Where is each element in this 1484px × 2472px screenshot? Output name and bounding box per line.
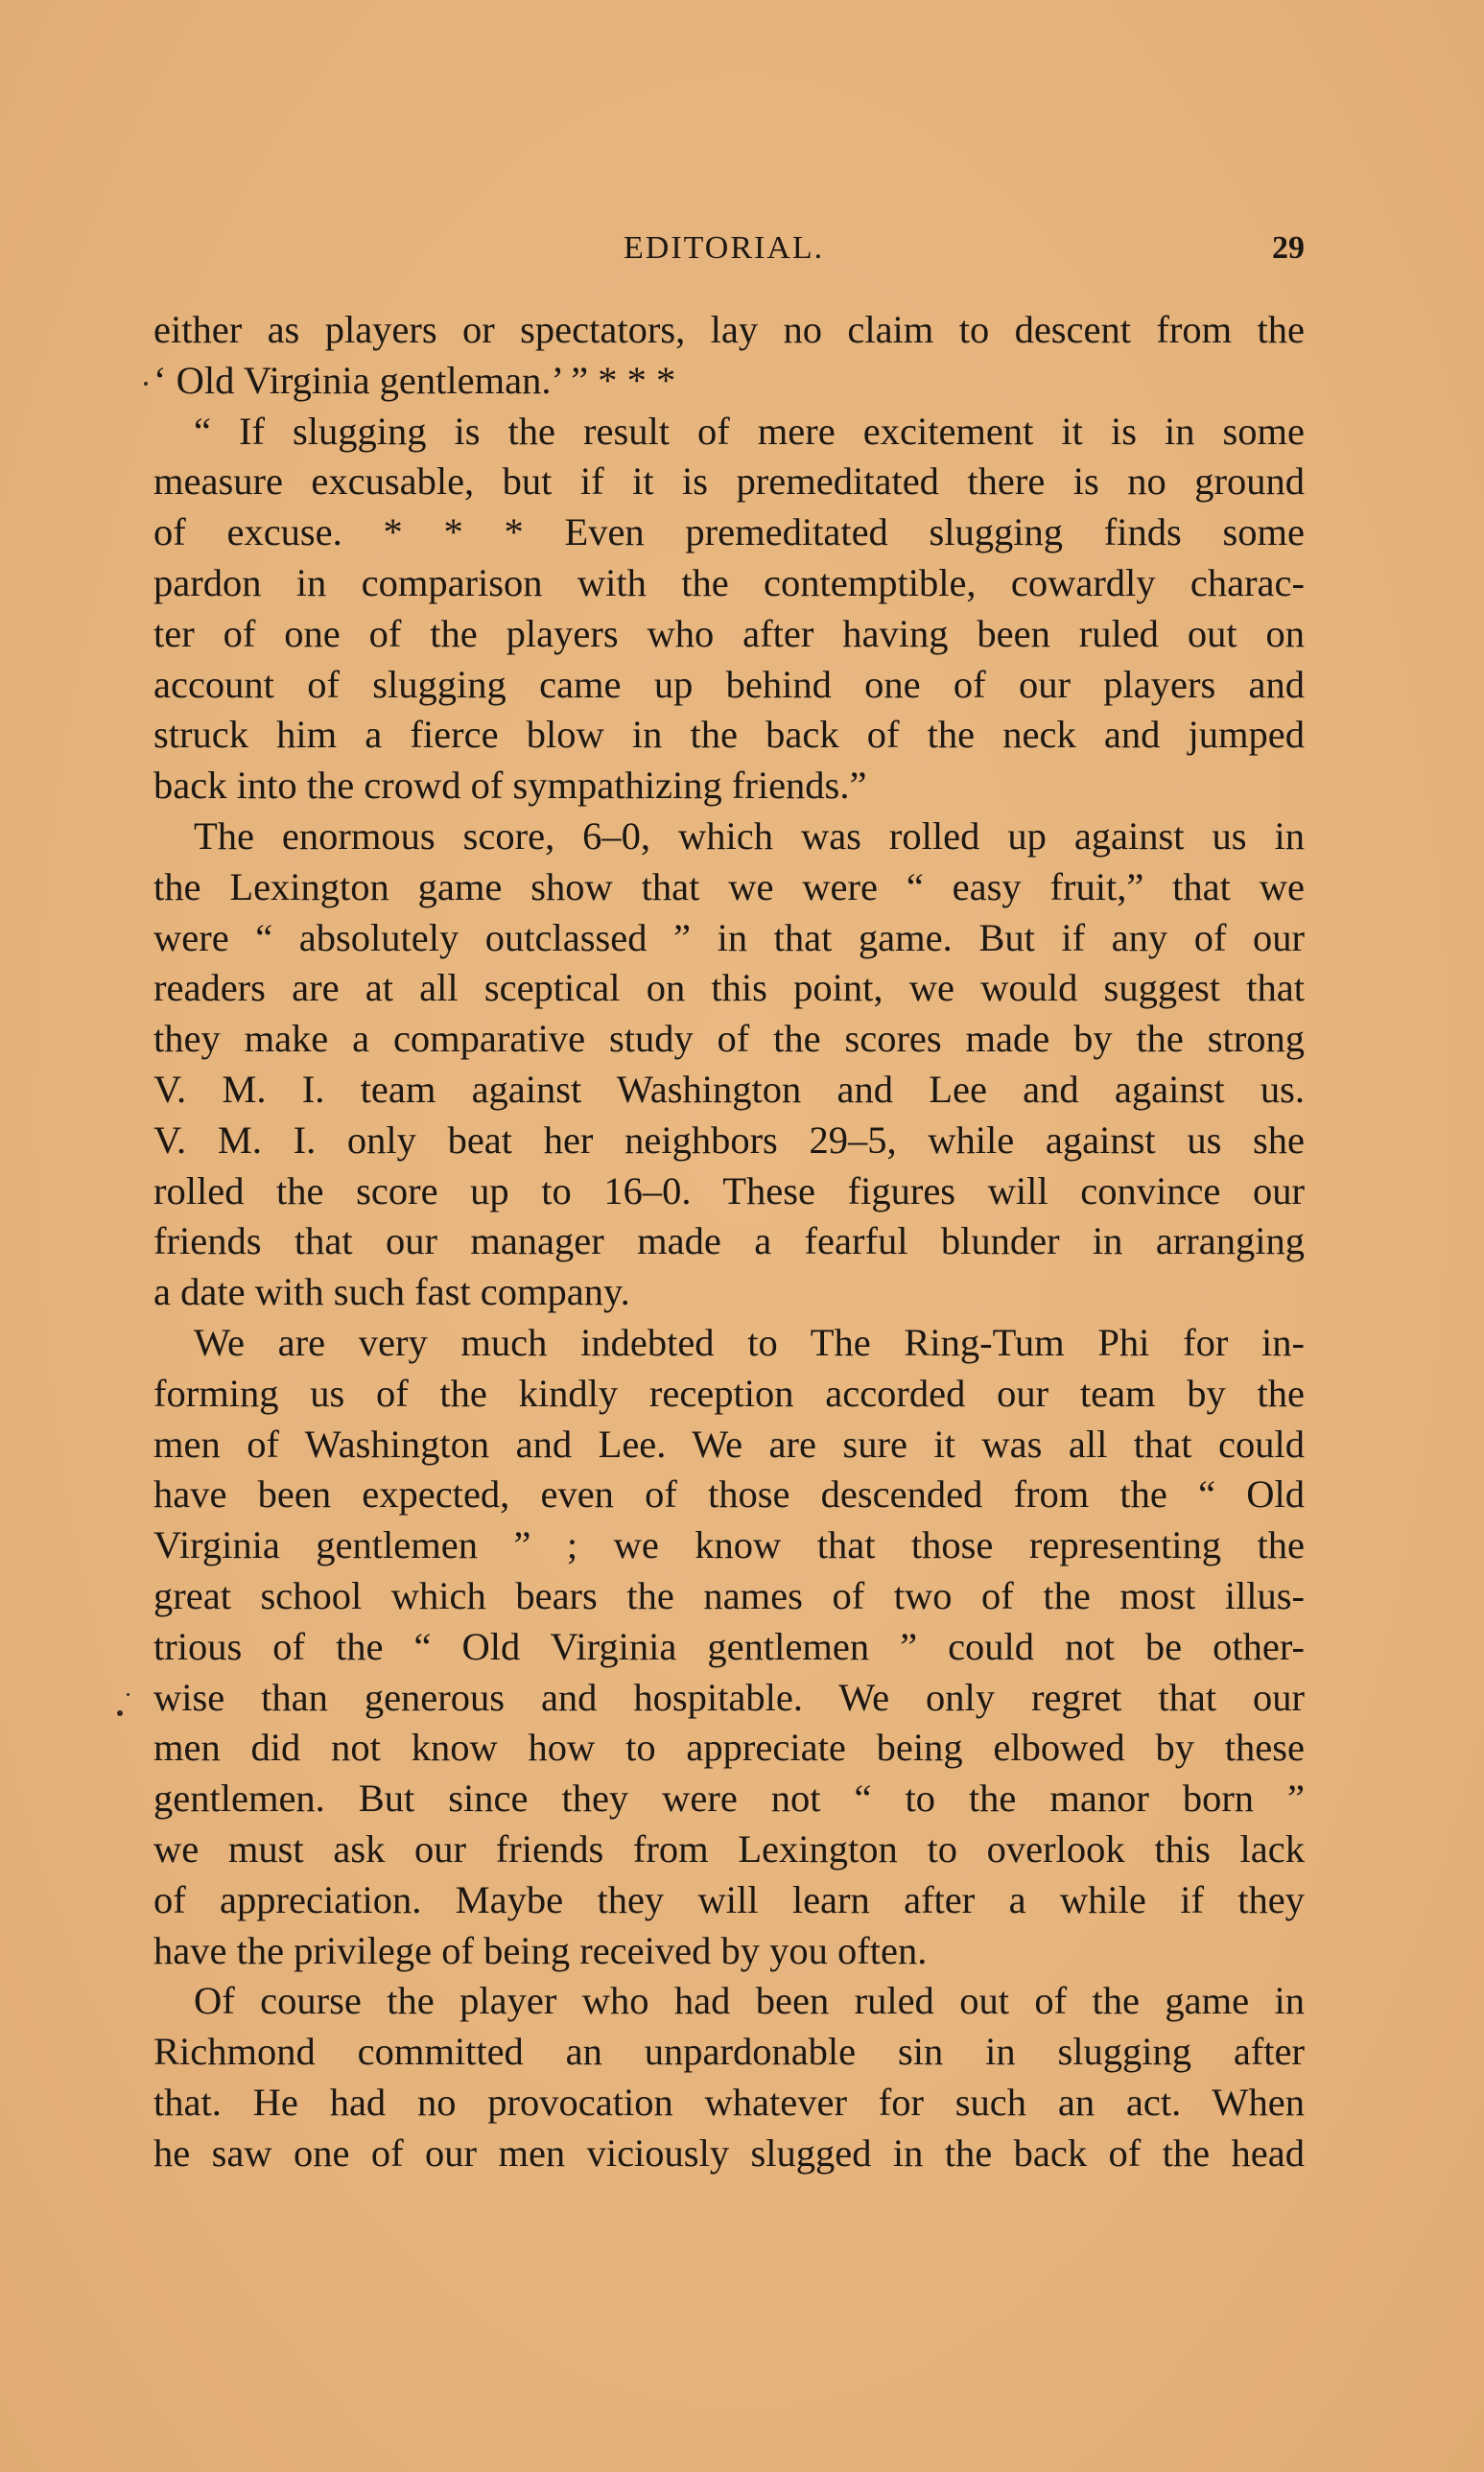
text-line: account of slugging came up behind one of our players and <box>153 662 1305 706</box>
paragraph <box>153 812 1305 1318</box>
margin-ink-spot <box>127 1693 130 1696</box>
text-line: We are very much indebted to The Ring-Tum Phi for in- <box>194 1320 1305 1364</box>
text-line: have the privilege of being received by you often. <box>153 1928 928 1972</box>
text-line: have been expected, even of those descended from the “ Old <box>153 1472 1305 1517</box>
text-line: we must ask our friends from Lexington to overlook this lack <box>153 1826 1305 1871</box>
text-line: of excuse. * * * Even premeditated slugging finds some <box>153 510 1305 554</box>
text-line: either as players or spectators, lay no claim to descent from the <box>153 308 1305 351</box>
text-line: wise than generous and hospitable. We only regret that our <box>153 1675 1305 1719</box>
text-line: they make a comparative study of the scores made by the strong <box>153 1017 1305 1061</box>
paragraph <box>153 407 1305 812</box>
text-line: great school which bears the names of two of the most illus- <box>153 1573 1305 1617</box>
text-line: measure excusable, but if it is premeditated there is no ground <box>153 459 1305 504</box>
page-header <box>153 230 1305 278</box>
text-line: V. M. I. team against Washington and Lee and against us. <box>153 1067 1305 1111</box>
running-head: EDITORIAL. <box>624 230 825 266</box>
text-line: that. He had no provocation whatever for such an act. When <box>153 2080 1305 2124</box>
text-line: gentlemen. But since they were not “ to the manor born ” <box>153 1777 1305 1821</box>
text-line: of appreciation. Maybe they will learn after a while if they <box>153 1877 1305 1921</box>
text-line: Richmond committed an unpardonable sin in slugging after <box>153 2030 1305 2074</box>
text-line: back into the crowd of sympathizing friends.” <box>153 764 867 808</box>
text-line: forming us of the kindly reception accorded our team by the <box>153 1371 1305 1415</box>
text-line: a date with such fast company. <box>153 1270 630 1314</box>
text-line: rolled the score up to 16–0. These figures will convince our <box>153 1168 1305 1212</box>
text-line: Of course the player who had been ruled out of the game in <box>194 1979 1305 2023</box>
text-line: “ If slugging is the result of mere excitement it is in some <box>194 409 1305 453</box>
text-line: The enormous score, 6–0, which was rolled up against us in <box>194 813 1305 858</box>
body-text <box>153 305 1305 2178</box>
text-line: ‘ Old Virginia gentleman.’ ” * * * <box>153 358 676 402</box>
margin-ink-spot <box>144 382 148 386</box>
text-line: Virginia gentlemen ” ; we know that those representing the <box>153 1523 1305 1567</box>
text-line: pardon in comparison with the contemptible, cowardly charac- <box>153 560 1305 604</box>
text-line: men of Washington and Lee. We are sure it was all that could <box>153 1422 1305 1466</box>
text-line: readers are at all sceptical on this point, we would suggest that <box>153 966 1305 1010</box>
margin-ink-spot <box>117 1710 123 1716</box>
text-line: he saw one of our men viciously slugged in the back of the head <box>153 2131 1305 2175</box>
text-line: struck him a fierce blow in the back of the neck and jumped <box>153 713 1305 757</box>
text-line: V. M. I. only beat her neighbors 29–5, while against us she <box>153 1118 1305 1162</box>
text-line: friends that our manager made a fearful blunder in arranging <box>153 1219 1305 1263</box>
text-line: trious of the “ Old Virginia gentlemen ” could not be other- <box>153 1624 1305 1668</box>
paragraph <box>153 305 1305 407</box>
text-line: the Lexington game show that we were “ easy fruit,” that we <box>153 864 1305 908</box>
paragraph <box>153 1318 1305 1976</box>
page-number: 29 <box>1272 230 1305 266</box>
text-line: were “ absolutely outclassed ” in that game. But if any of our <box>153 915 1305 959</box>
text-line: men did not know how to appreciate being elbowed by these <box>153 1726 1305 1770</box>
paragraph <box>153 1976 1305 2178</box>
text-line: ter of one of the players who after having been ruled out on <box>153 611 1305 655</box>
